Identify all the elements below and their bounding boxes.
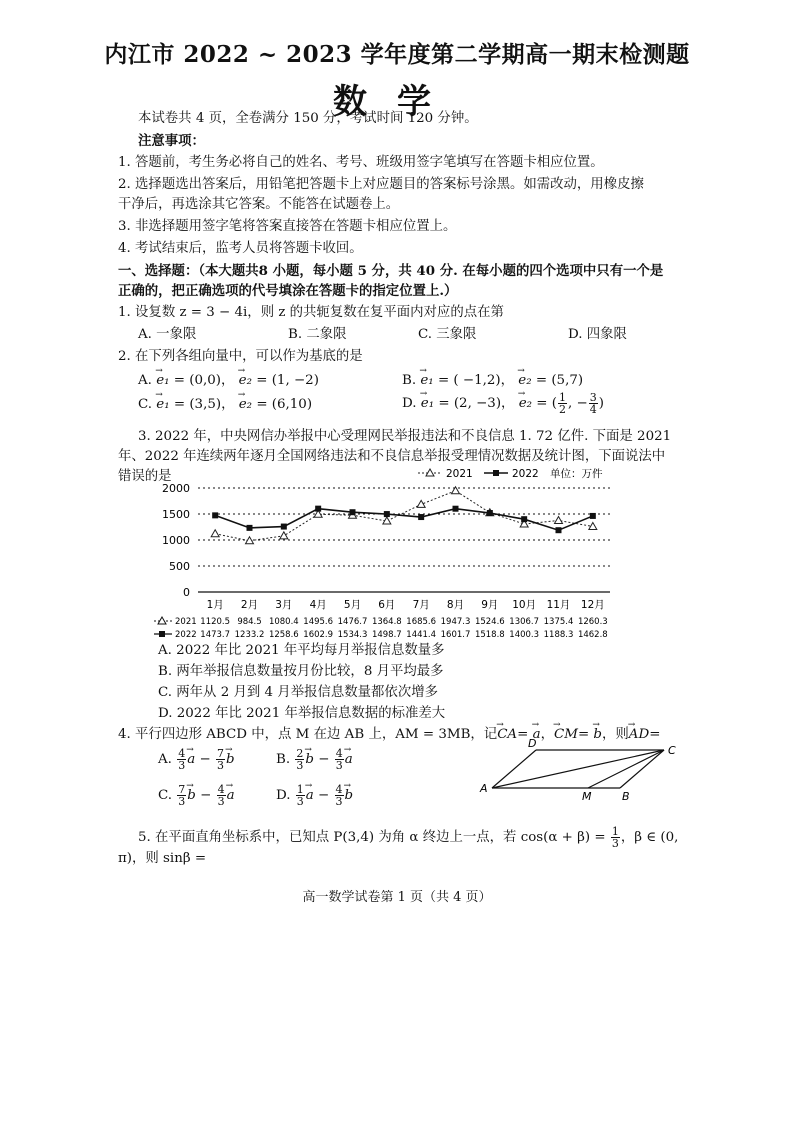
q2-a-label: A. [138,373,152,388]
vector-b: → b [345,787,354,805]
table-cell: 984.5 [237,617,262,627]
data-point-2021 [555,516,563,523]
line-chart [150,462,630,642]
x-tick-label: 5月 [343,599,362,611]
label-m: M [582,790,592,802]
vector-e1: → e₁ [156,396,169,414]
table-cell: 1233.2 [234,630,265,640]
notes-title: 注意事项： [138,133,205,149]
subject-title: 数学 [333,82,461,122]
table-cell: 1258.6 [268,630,299,640]
q2-option-d: D. → e₁ = (2, −3)， → e₂ = ( $\frac{1}{2}$ , − $\frac{3}{4}$ ) [402,392,604,415]
q2-option-a [138,372,319,390]
x-tick-label: 2月 [240,599,259,611]
note-4: 4. 考试结束后，监考人员将答题卡收回。 [118,241,363,256]
vector-b: → b [226,751,235,769]
data-point-2022 [453,506,459,512]
table-cell: 1685.6 [406,617,437,627]
table-cell: 1498.7 [371,630,402,640]
series-line-2022 [215,509,593,531]
q3-stem-b: 年、2022 年连续两年逐月全国网络违法和不良信息举报受理情况数据及统计图，下面说法中 [118,449,666,464]
diagonal-ca [492,750,664,788]
table-legend-marker [159,631,165,637]
vector-b: → b [593,726,602,744]
fraction: $\frac{4}{3}$ [178,747,186,772]
note-2a: 2. 选择题选出答案后，用铅笔把答题卡上对应题目的答案标号涂黑。如需改动，用橡皮擦 [118,177,644,192]
y-tick-label: 1500 [162,508,190,521]
q4-option-b: B. $\frac{2}{3}$ → b − $\frac{4}{3}$ → a [276,748,353,771]
q4-stem: 4. 平行四边形 ABCD 中，点 M 在边 AB 上，AM = 3MB，记→ CA= → a，→ CM= → b，则→ AD= [118,726,660,744]
fraction: $\frac{4}{3}$ [335,747,343,772]
x-tick-label: 11月 [546,599,571,611]
data-point-2022 [315,506,321,512]
data-point-2022 [590,513,596,519]
vector-a: → a [533,726,541,744]
vector-e1: → e₁ [420,372,433,390]
q5-stem-a: 5. 在平面直角坐标系中，已知点 P(3,4) 为角 α 终边上一点，若 cos(α + β) = $\frac{1}{3}$ ，β ∈ (0, [138,825,679,850]
q3-option-d: D. 2022 年比 2021 年举报信息数据的标准差大 [158,706,446,721]
q2-c-label: C. [138,397,153,412]
table-cell: 1601.7 [440,630,471,640]
q4-option-a: A. $\frac{4}{3}$ → a − $\frac{7}{3}$ → b [158,748,235,771]
table-cell: 1188.3 [543,630,574,640]
q3-option-a: A. 2022 年比 2021 年平均每月举报信息数量多 [158,643,445,658]
q3-option-c: C. 两年从 2 月到 4 月举报信息数量都依次增多 [158,685,438,700]
fraction: $\frac{3}{4}$ [589,391,597,416]
q2-c-text: = (3,5)， [173,397,235,412]
q4-option-c: C. $\frac{7}{3}$ → b − $\frac{4}{3}$ → a [158,784,235,807]
label-a: A [480,782,488,795]
table-cell: 1364.8 [371,617,402,627]
label-d: D [528,737,537,750]
data-point-2021 [589,522,597,529]
fraction: $\frac{2}{3}$ [296,747,304,772]
x-tick-label: 4月 [309,599,327,611]
x-tick-label: 1月 [206,599,224,611]
data-point-2022 [281,524,287,530]
q2-a-text: = (0,0)， [173,373,235,388]
data-point-2022 [247,525,253,531]
table-cell: 1400.3 [509,630,540,640]
note-2b: 干净后，再选涂其它答案。不能答在试题卷上。 [118,197,400,212]
vector-a: → a [187,751,195,769]
q2-a-text2: = (1, −2) [256,373,319,388]
data-point-2022 [350,509,356,515]
q2-option-c [138,396,312,414]
q4-option-d: D. $\frac{1}{3}$ → a − $\frac{4}{3}$ → b [276,784,353,807]
section1-heading-a: 一、选择题：（本大题共8 小题，每小题 5 分，共 40 分. 在每小题的四个选项中只有一个是 [118,263,664,279]
unit-label: 单位：万件 [550,468,603,480]
vector-ad: → AD [629,726,649,744]
table-cell: 1260.3 [577,617,608,627]
data-point-2021 [280,532,288,539]
data-point-2022 [521,516,527,522]
section1-heading-b: 正确的，把正确选项的代号填涂在答题卡的指定位置上.） [118,283,458,299]
data-point-2021 [211,530,219,537]
vector-a: → a [306,787,314,805]
x-tick-label: 7月 [412,599,430,611]
q3-stem-a: 3. 2022 年，中央网信办举报中心受理网民举报违法和不良信息 1. 72 亿件. 下面是 2021 [138,429,672,444]
q2-stem: 2. 在下列各组向量中，可以作为基底的是 [118,349,363,364]
legend-label-2022: 2022 [512,468,539,480]
parallelogram-figure [478,736,688,802]
vector-b: → b [305,751,314,769]
x-tick-label: 8月 [446,599,465,611]
q1-option-a: A. 一象限 [138,327,197,342]
y-tick-label: 2000 [162,482,190,495]
y-tick-label: 500 [169,560,190,573]
page-footer: 高一数学试卷第 1 页（共 4 页） [302,890,492,905]
fraction: $\frac{1}{3}$ [611,825,619,850]
vector-e2: → e₂ [519,395,532,413]
data-point-2021 [417,500,425,507]
q3-option-b: B. 两年举报信息数量按月份比较，8 月平均最多 [158,664,444,679]
data-point-2022 [487,510,493,516]
q2-b-text: = ( −1,2)， [437,373,515,388]
exam-info: 本试卷共 4 页，全卷满分 150 分，考试时间 120 分钟。 [138,111,478,126]
table-cell: 1534.3 [337,630,368,640]
q2-option-b [402,372,583,390]
exam-title: 内江市 2022 ~ 2023 学年度第二学期高一期末检测题 [104,41,690,68]
table-cell: 1524.6 [474,617,505,627]
q2-d-text: = (2, −3)， [438,396,515,411]
data-point-2022 [418,514,424,520]
note-1: 1. 答题前，考生务必将自己的姓名、考号、班级用签字笔填写在答题卡相应位置。 [118,155,604,170]
vector-b: → b [187,787,196,805]
table-cell: 1462.8 [577,630,608,640]
vector-ca: → CA [497,726,517,744]
table-cell: 1080.4 [268,617,299,627]
fraction: $\frac{1}{2}$ [558,391,566,416]
table-cell: 1375.4 [543,617,574,627]
fraction: $\frac{1}{3}$ [296,783,304,808]
fraction: $\frac{7}{3}$ [178,783,186,808]
vector-a: → a [227,787,235,805]
q1-stem: 1. 设复数 z = 3 − 4i，则 z 的共轭复数在复平面内对应的点在第 [118,305,504,320]
table-cell: 1602.9 [303,630,334,640]
table-cell: 1476.7 [337,617,368,627]
x-tick-label: 6月 [378,599,396,611]
y-tick-label: 1000 [162,534,190,547]
q1-option-d: D. 四象限 [568,327,627,342]
q3-stem-c: 错误的是 [118,469,172,484]
vector-a: → a [345,751,353,769]
legend-label-2021: 2021 [446,468,473,480]
q2-d-text2: = ( [536,396,557,411]
fraction: $\frac{7}{3}$ [216,747,224,772]
table-cell: 1518.8 [474,630,505,640]
x-tick-label: 3月 [275,599,293,611]
vector-e1: → e₁ [421,395,434,413]
q5-stem-b: π)，则 sinβ = [118,851,207,866]
fraction: $\frac{4}{3}$ [335,783,343,808]
note-3: 3. 非选择题用签字笔将答案直接答在答题卡相应位置上。 [118,219,457,234]
table-cell: 1947.3 [440,617,471,627]
label-b: B [622,790,630,802]
vector-e2: → e₂ [518,372,531,390]
table-cell: 1306.7 [509,617,540,627]
x-tick-label: 12月 [580,599,605,611]
vector-e1: → e₁ [156,372,169,390]
q2-d-label: D. [402,396,417,411]
label-c: C [668,744,676,757]
data-point-2022 [556,527,562,533]
q1-option-b: B. 二象限 [288,327,347,342]
table-cell: 1441.4 [406,630,437,640]
table-row-label: 2021 [175,617,197,627]
legend-marker-2022 [493,470,499,476]
table-cell: 1473.7 [200,630,231,640]
q2-b-text2: = (5,7) [535,373,584,388]
x-tick-label: 10月 [512,599,537,611]
q2-b-label: B. [402,373,417,388]
data-point-2022 [384,511,390,517]
x-tick-label: 9月 [481,599,499,611]
vector-e2: → e₂ [239,396,252,414]
vector-cm: → CM [554,726,578,744]
vector-e2: → e₂ [239,372,252,390]
table-cell: 1120.5 [200,617,231,627]
q2-c-text2: = (6,10) [256,397,313,412]
data-point-2022 [212,512,218,518]
y-tick-label: 0 [183,586,190,599]
edge-da [492,750,536,788]
fraction: $\frac{4}{3}$ [217,783,225,808]
table-row-label: 2022 [175,630,197,640]
q1-option-c: C. 三象限 [418,327,477,342]
table-cell: 1495.6 [303,617,334,627]
